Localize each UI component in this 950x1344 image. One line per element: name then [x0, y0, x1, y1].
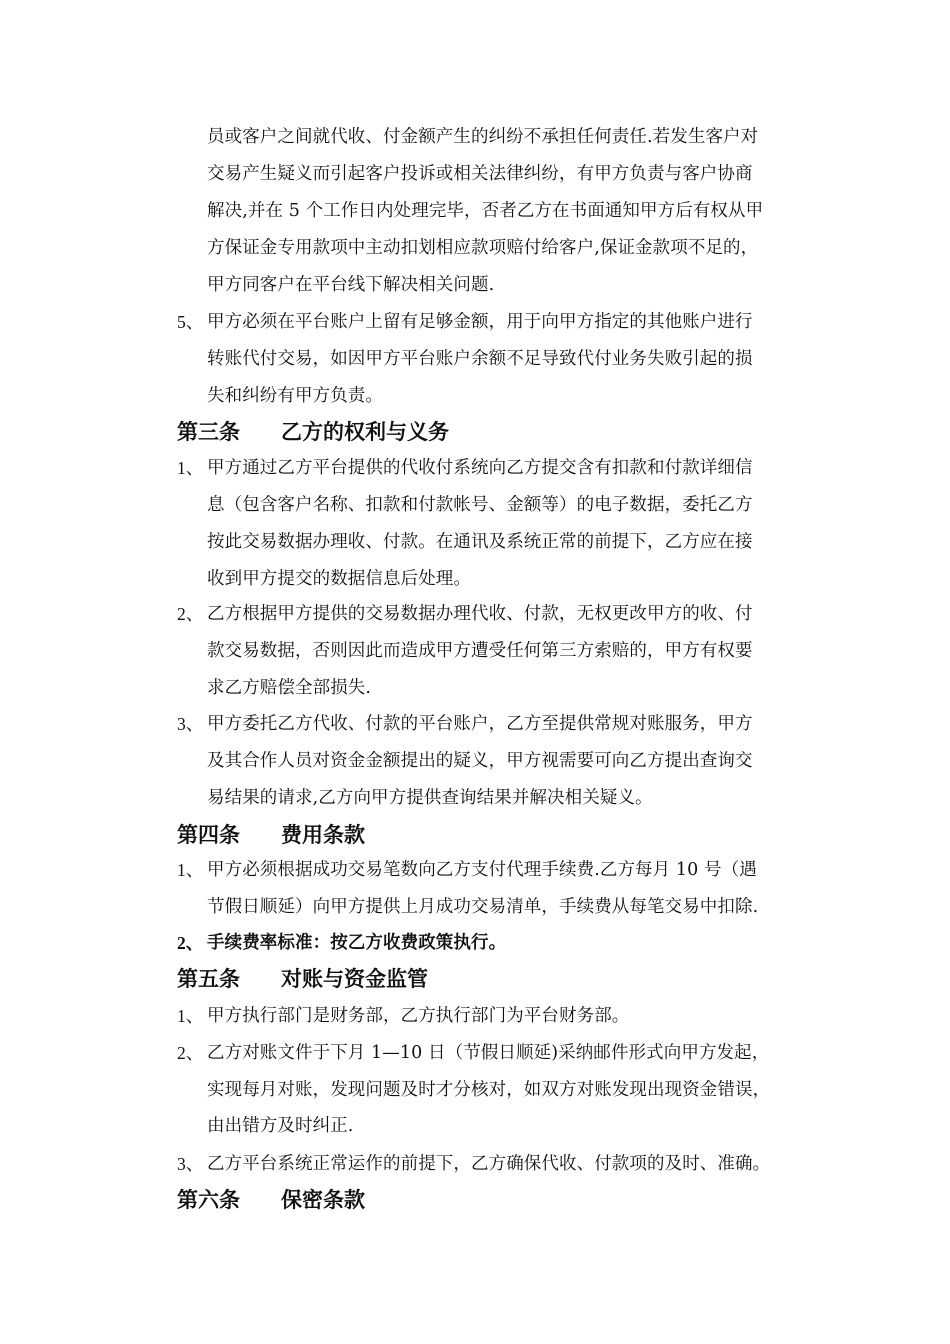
- text-line: 甲方必须根据成功交易笔数向乙方支付代理手续费.乙方每月 10 号（遇: [207, 860, 757, 880]
- text-line: 解决,并在 5 个工作日内处理完毕，否者乙方在书面通知甲方后有权从甲: [207, 201, 764, 221]
- article-title: 费用条款: [281, 822, 365, 847]
- article-heading-6: [177, 1186, 365, 1214]
- text-line: 方保证金专用款项中主动扣划相应款项赔付给客户,保证金款项不足的，: [207, 238, 759, 258]
- item-number: 5、: [177, 312, 204, 332]
- text-line: 款交易数据，否则因此而造成甲方遭受任何第三方索赔的，甲方有权要: [207, 641, 753, 661]
- article-heading-5: [177, 965, 428, 993]
- item-number: 3、: [177, 714, 204, 734]
- text-line: 收到甲方提交的数据信息后处理。: [207, 569, 471, 589]
- text-line: 息（包含客户名称、扣款和付款帐号、金额等）的电子数据，委托乙方: [207, 495, 753, 515]
- item-number: 2、: [177, 1043, 204, 1063]
- text-line: 交易产生疑义而引起客户投诉或相关法律纠纷，有甲方负责与客户协商: [207, 164, 753, 184]
- text-line: 实现每月对账，发现问题及时才分核对，如双方对账发现出现资金错误，: [207, 1080, 771, 1100]
- text-line: 甲方执行部门是财务部，乙方执行部门为平台财务部。: [207, 1006, 630, 1026]
- text-line: 甲方必须在平台账户上留有足够金额，用于向甲方指定的其他账户进行: [207, 312, 753, 332]
- item-number: 3、: [177, 1154, 204, 1174]
- text-line: 失和纠纷有甲方负责。: [207, 386, 383, 406]
- article-heading-3: [177, 418, 449, 446]
- article-title: 对账与资金监管: [281, 966, 428, 991]
- text-line: 节假日顺延）向甲方提供上月成功交易清单，手续费从每笔交易中扣除.: [207, 897, 759, 917]
- text-line: 转账代付交易，如因甲方平台账户余额不足导致代付业务失败引起的损: [207, 349, 753, 369]
- article-label: 第四条: [177, 822, 240, 847]
- text-line: 甲方委托乙方代收、付款的平台账户，乙方至提供常规对账服务，甲方: [207, 714, 753, 734]
- article-title: 保密条款: [281, 1187, 365, 1212]
- text-line: 乙方对账文件于下月 1—10 日（节假日顺延)采纳邮件形式向甲方发起，: [207, 1043, 770, 1063]
- item-number: 1、: [177, 1006, 204, 1026]
- article-label: 第五条: [177, 966, 240, 991]
- item-number: 2、: [177, 604, 204, 624]
- text-line: 由出错方及时纠正.: [207, 1116, 354, 1136]
- text-line: 求乙方赔偿全部损失.: [207, 678, 372, 698]
- text-line: 甲方通过乙方平台提供的代收付系统向乙方提交含有扣款和付款详细信: [207, 458, 753, 478]
- text-line: 乙方根据甲方提供的交易数据办理代收、付款，无权更改甲方的收、付: [207, 604, 753, 624]
- item-number: 1、: [177, 860, 204, 880]
- text-line: 手续费率标准：按乙方收费政策执行。: [207, 933, 507, 953]
- text-line: 乙方平台系统正常运作的前提下，乙方确保代收、付款项的及时、准确。: [207, 1154, 771, 1174]
- text-line: 易结果的请求,乙方向甲方提供查询结果并解决相关疑义。: [207, 788, 653, 808]
- item-number: 1、: [177, 458, 204, 478]
- article-label: 第六条: [177, 1187, 240, 1212]
- text-line: 员或客户之间就代收、付金额产生的纠纷不承担任何责任.若发生客户对: [207, 127, 759, 147]
- text-line: 及其合作人员对资金金额提出的疑义，甲方视需要可向乙方提出查询交: [207, 751, 753, 771]
- article-title: 乙方的权利与义务: [281, 419, 449, 444]
- article-heading-4: [177, 821, 365, 849]
- text-line: 按此交易数据办理收、付款。在通讯及系统正常的前提下，乙方应在接: [207, 532, 753, 552]
- text-line: 甲方同客户在平台线下解决相关问题.: [207, 275, 495, 295]
- item-number: 2、: [177, 933, 204, 953]
- article-label: 第三条: [177, 419, 240, 444]
